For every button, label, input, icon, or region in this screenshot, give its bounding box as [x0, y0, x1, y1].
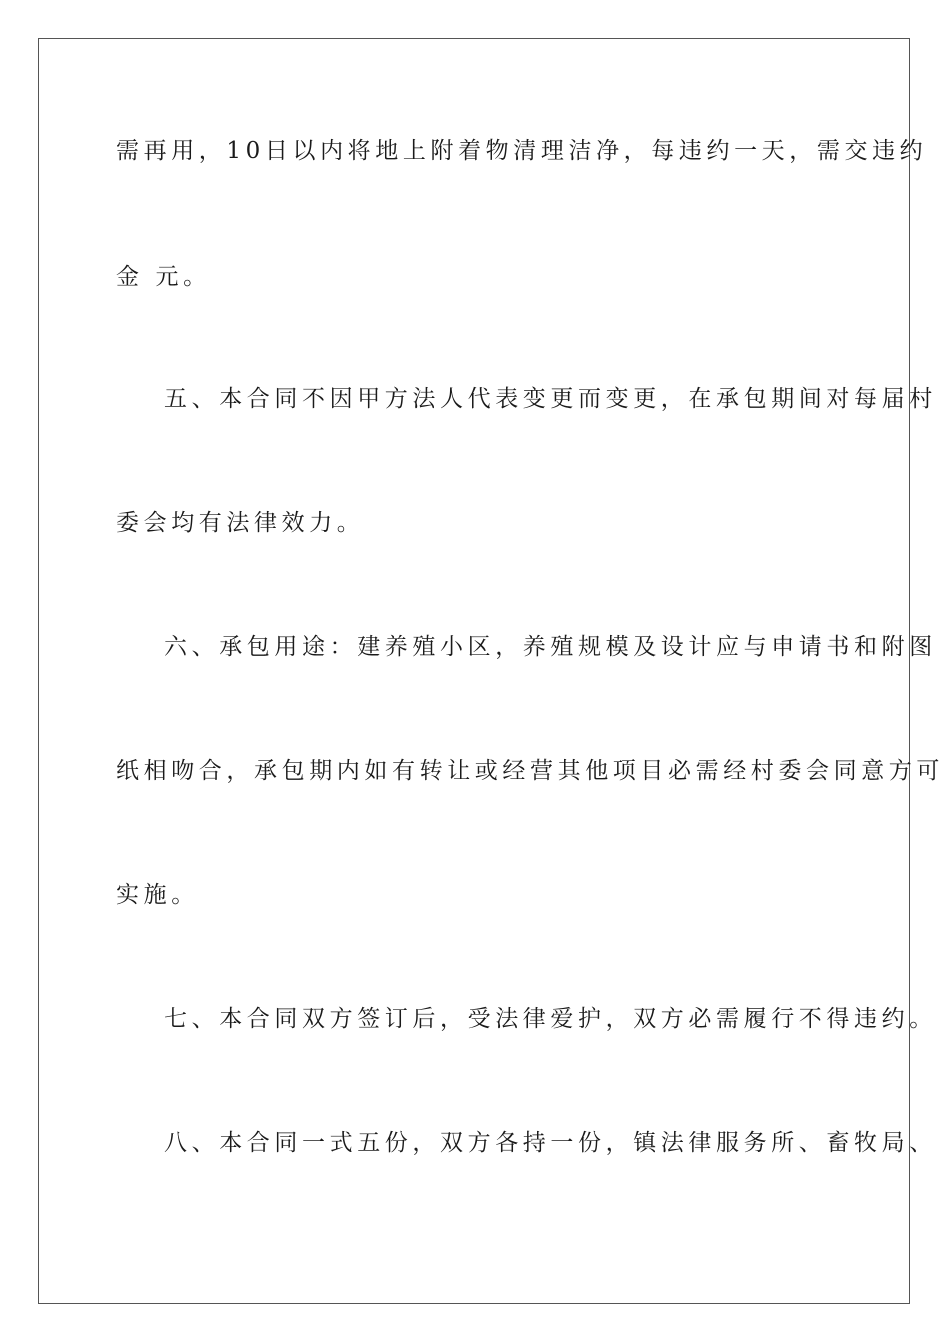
- text-line-clause8: 八、本合同一式五份，双方各持一份，镇法律服务所、畜牧局、: [164, 1130, 937, 1156]
- text-line-clause7: 七、本合同双方签订后，受法律爱护，双方必需履行不得违约。: [164, 1006, 937, 1032]
- text-line-clause6: 六、承包用途：建养殖小区，养殖规模及设计应与申请书和附图: [164, 634, 937, 660]
- text-line-clause5: 五、本合同不因甲方法人代表变更而变更，在承包期间对每届村: [164, 386, 937, 412]
- text-line-clause4-cont: 需再用，10日以内将地上附着物清理洁净，每违约一天，需交违约: [116, 138, 928, 164]
- text-line-clause5-cont: 委会均有法律效力。: [116, 510, 365, 536]
- text-line-clause6-end: 实施。: [116, 882, 199, 908]
- text-line-clause6-cont: 纸相吻合，承包期内如有转让或经营其他项目必需经村委会同意方可: [116, 758, 944, 784]
- page-border: [38, 38, 910, 1304]
- text-line-penalty-amount: 金 元。: [116, 264, 211, 290]
